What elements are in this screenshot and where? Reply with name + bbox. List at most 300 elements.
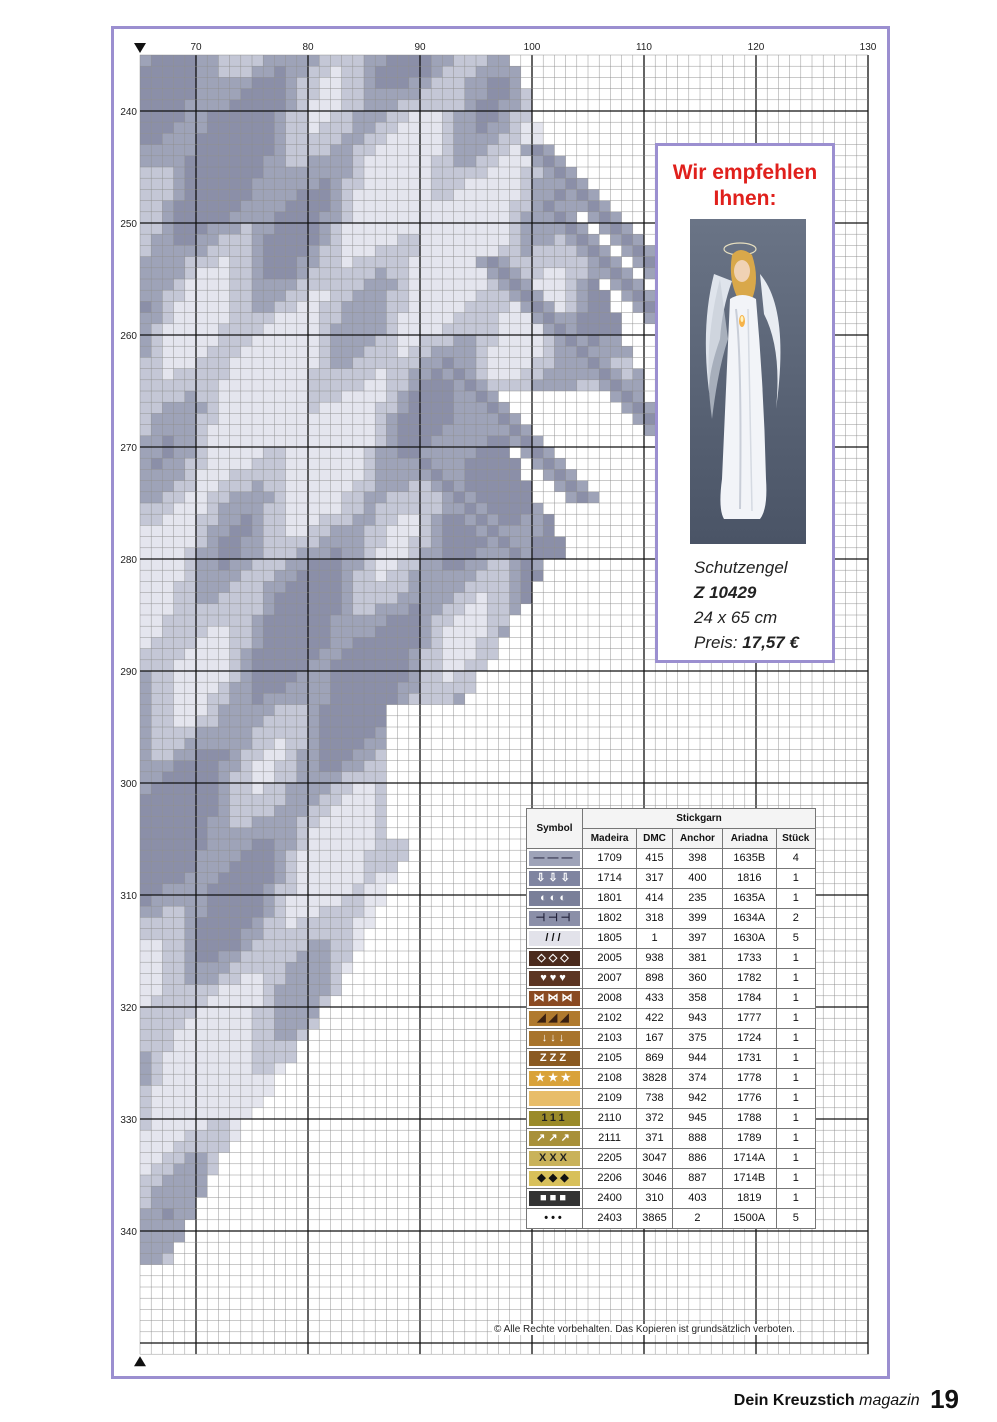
stitch-cell	[330, 122, 341, 133]
stitch-cell	[151, 313, 162, 324]
stitch-cell	[465, 279, 476, 290]
stitch-cell	[420, 335, 431, 346]
stitch-cell	[353, 716, 364, 727]
stitch-cell	[241, 996, 252, 1007]
stitch-cell	[353, 324, 364, 335]
stitch-cell	[375, 805, 386, 816]
stitch-cell	[364, 906, 375, 917]
stitch-cell	[263, 481, 274, 492]
column-label: 70	[190, 42, 202, 53]
stitch-cell	[286, 1052, 297, 1063]
stitch-cell	[218, 1130, 229, 1141]
stitch-cell	[386, 481, 397, 492]
legend-cell-anchor: 381	[672, 948, 722, 968]
stitch-cell	[566, 346, 577, 357]
stitch-cell	[241, 436, 252, 447]
stitch-cell	[375, 660, 386, 671]
stitch-cell	[218, 89, 229, 100]
stitch-cell	[274, 245, 285, 256]
stitch-cell	[174, 503, 185, 514]
stitch-cell	[476, 537, 487, 548]
stitch-cell	[454, 447, 465, 458]
stitch-cell	[140, 1108, 151, 1119]
stitch-cell	[207, 783, 218, 794]
stitch-cell	[342, 413, 353, 424]
stitch-cell	[162, 357, 173, 368]
stitch-cell	[319, 145, 330, 156]
stitch-cell	[431, 234, 442, 245]
stitch-cell	[487, 391, 498, 402]
stitch-cell	[252, 111, 263, 122]
stitch-cell	[442, 156, 453, 167]
stitch-cell	[286, 940, 297, 951]
stitch-cell	[297, 111, 308, 122]
stitch-cell	[196, 425, 207, 436]
stitch-cell	[162, 973, 173, 984]
stitch-cell	[218, 1085, 229, 1096]
stitch-cell	[185, 861, 196, 872]
stitch-cell	[196, 850, 207, 861]
stitch-cell	[252, 929, 263, 940]
stitch-cell	[543, 189, 554, 200]
stitch-cell	[185, 100, 196, 111]
stitch-cell	[420, 481, 431, 492]
stitch-cell	[566, 290, 577, 301]
stitch-cell	[442, 234, 453, 245]
stitch-cell	[252, 839, 263, 850]
stitch-cell	[476, 581, 487, 592]
stitch-cell	[431, 66, 442, 77]
stitch-cell	[252, 772, 263, 783]
stitch-cell	[353, 761, 364, 772]
stitch-cell	[230, 593, 241, 604]
stitch-cell	[241, 1108, 252, 1119]
stitch-cell	[577, 324, 588, 335]
stitch-cell	[297, 380, 308, 391]
stitch-cell	[162, 346, 173, 357]
stitch-cell	[241, 537, 252, 548]
stitch-cell	[252, 985, 263, 996]
stitch-cell	[196, 649, 207, 660]
stitch-cell	[442, 189, 453, 200]
stitch-cell	[454, 156, 465, 167]
stitch-cell	[375, 783, 386, 794]
stitch-cell	[364, 122, 375, 133]
stitch-cell	[162, 223, 173, 234]
stitch-cell	[454, 257, 465, 268]
stitch-cell	[364, 469, 375, 480]
stitch-cell	[487, 268, 498, 279]
stitch-cell	[375, 749, 386, 760]
stitch-cell	[353, 369, 364, 380]
stitch-cell	[543, 346, 554, 357]
stitch-cell	[241, 122, 252, 133]
stitch-cell	[230, 335, 241, 346]
stitch-cell	[274, 604, 285, 615]
stitch-cell	[286, 929, 297, 940]
stitch-cell	[230, 369, 241, 380]
stitch-cell	[174, 268, 185, 279]
stitch-cell	[319, 716, 330, 727]
stitch-cell	[263, 425, 274, 436]
stitch-cell	[577, 268, 588, 279]
stitch-cell	[185, 649, 196, 660]
stitch-cell	[566, 357, 577, 368]
stitch-cell	[330, 973, 341, 984]
stitch-cell	[364, 649, 375, 660]
stitch-cell	[151, 492, 162, 503]
stitch-cell	[207, 1108, 218, 1119]
stitch-cell	[263, 593, 274, 604]
stitch-cell	[151, 223, 162, 234]
legend-cell-madeira: 2108	[583, 1068, 637, 1088]
stitch-cell	[465, 581, 476, 592]
stitch-cell	[252, 738, 263, 749]
stitch-cell	[230, 537, 241, 548]
stitch-cell	[644, 245, 655, 256]
legend-column-header: Stück	[776, 828, 815, 848]
stitch-cell	[174, 55, 185, 66]
stitch-cell	[319, 189, 330, 200]
stitch-cell	[274, 447, 285, 458]
stitch-cell	[386, 301, 397, 312]
stitch-cell	[353, 929, 364, 940]
stitch-cell	[151, 962, 162, 973]
stitch-cell	[588, 279, 599, 290]
stitch-cell	[431, 201, 442, 212]
stitch-cell	[151, 973, 162, 984]
stitch-cell	[185, 156, 196, 167]
stitch-cell	[532, 313, 543, 324]
legend-symbol-cell	[527, 908, 583, 928]
stitch-cell	[241, 167, 252, 178]
stitch-cell	[286, 1041, 297, 1052]
stitch-cell	[196, 1119, 207, 1130]
stitch-cell	[207, 89, 218, 100]
stitch-cell	[252, 626, 263, 637]
stitch-cell	[364, 111, 375, 122]
stitch-cell	[297, 929, 308, 940]
stitch-cell	[342, 189, 353, 200]
stitch-cell	[319, 861, 330, 872]
stitch-cell	[185, 178, 196, 189]
legend-symbol: ◢◢◢	[529, 1011, 580, 1026]
stitch-cell	[510, 122, 521, 133]
stitch-cell	[454, 301, 465, 312]
stitch-cell	[420, 649, 431, 660]
stitch-cell	[431, 324, 442, 335]
stitch-cell	[566, 335, 577, 346]
stitch-cell	[241, 761, 252, 772]
stitch-cell	[353, 940, 364, 951]
stitch-cell	[330, 492, 341, 503]
stitch-cell	[140, 469, 151, 480]
stitch-cell	[286, 727, 297, 738]
stitch-cell	[207, 615, 218, 626]
stitch-cell	[207, 604, 218, 615]
stitch-cell	[465, 324, 476, 335]
stitch-cell	[543, 537, 554, 548]
stitch-cell	[151, 626, 162, 637]
stitch-cell	[151, 279, 162, 290]
legend-cell-dmc: 869	[637, 1048, 673, 1068]
stitch-cell	[286, 268, 297, 279]
stitch-cell	[442, 514, 453, 525]
stitch-cell	[420, 380, 431, 391]
stitch-cell	[230, 525, 241, 536]
stitch-cell	[207, 156, 218, 167]
stitch-cell	[386, 167, 397, 178]
stitch-cell	[342, 55, 353, 66]
stitch-cell	[353, 884, 364, 895]
stitch-cell	[342, 335, 353, 346]
angel-painting-image[interactable]	[690, 219, 806, 544]
stitch-cell	[174, 189, 185, 200]
stitch-cell	[185, 469, 196, 480]
stitch-cell	[342, 122, 353, 133]
stitch-cell	[162, 111, 173, 122]
stitch-cell	[297, 245, 308, 256]
legend-cell-dmc: 318	[637, 908, 673, 928]
stitch-cell	[162, 996, 173, 1007]
stitch-cell	[342, 503, 353, 514]
stitch-cell	[252, 234, 263, 245]
stitch-cell	[174, 380, 185, 391]
stitch-cell	[140, 178, 151, 189]
stitch-cell	[442, 279, 453, 290]
stitch-cell	[162, 1119, 173, 1130]
stitch-cell	[297, 985, 308, 996]
stitch-cell	[431, 402, 442, 413]
stitch-cell	[140, 223, 151, 234]
legend-cell-dmc: 433	[637, 988, 673, 1008]
stitch-cell	[241, 895, 252, 906]
stitch-cell	[342, 167, 353, 178]
stitch-cell	[375, 201, 386, 212]
stitch-cell	[151, 1007, 162, 1018]
stitch-cell	[532, 570, 543, 581]
stitch-cell	[353, 604, 364, 615]
stitch-cell	[398, 559, 409, 570]
stitch-cell	[487, 122, 498, 133]
stitch-cell	[207, 884, 218, 895]
stitch-cell	[431, 436, 442, 447]
stitch-cell	[308, 996, 319, 1007]
stitch-cell	[375, 245, 386, 256]
stitch-cell	[174, 1197, 185, 1208]
stitch-cell	[297, 693, 308, 704]
stitch-cell	[252, 133, 263, 144]
product-size: 24 x 65 cm	[694, 608, 778, 627]
stitch-cell	[263, 436, 274, 447]
stitch-cell	[151, 1119, 162, 1130]
stitch-cell	[252, 884, 263, 895]
stitch-cell	[386, 133, 397, 144]
stitch-cell	[342, 402, 353, 413]
stitch-cell	[241, 313, 252, 324]
stitch-cell	[297, 1029, 308, 1040]
stitch-cell	[140, 660, 151, 671]
stitch-cell	[465, 301, 476, 312]
stitch-cell	[353, 570, 364, 581]
stitch-cell	[465, 570, 476, 581]
stitch-cell	[554, 346, 565, 357]
stitch-cell	[230, 1097, 241, 1108]
stitch-cell	[151, 615, 162, 626]
stitch-cell	[364, 413, 375, 424]
thread-legend-table	[526, 808, 816, 1229]
stitch-cell	[252, 1074, 263, 1085]
stitch-cell	[375, 66, 386, 77]
stitch-cell	[218, 783, 229, 794]
stitch-cell	[218, 671, 229, 682]
stitch-cell	[185, 1007, 196, 1018]
stitch-cell	[476, 469, 487, 480]
stitch-cell	[476, 111, 487, 122]
stitch-cell	[330, 637, 341, 648]
stitch-cell	[476, 391, 487, 402]
stitch-cell	[465, 77, 476, 88]
stitch-cell	[364, 593, 375, 604]
stitch-cell	[319, 212, 330, 223]
stitch-cell	[498, 313, 509, 324]
stitch-cell	[274, 761, 285, 772]
stitch-cell	[151, 436, 162, 447]
stitch-cell	[174, 1186, 185, 1197]
stitch-cell	[431, 133, 442, 144]
stitch-cell	[442, 257, 453, 268]
stitch-cell	[375, 861, 386, 872]
stitch-cell	[487, 537, 498, 548]
stitch-cell	[151, 604, 162, 615]
stitch-cell	[274, 615, 285, 626]
stitch-cell	[162, 1074, 173, 1085]
stitch-cell	[454, 693, 465, 704]
stitch-cell	[230, 772, 241, 783]
stitch-cell	[308, 637, 319, 648]
stitch-cell	[286, 761, 297, 772]
stitch-cell	[151, 1197, 162, 1208]
stitch-cell	[207, 682, 218, 693]
stitch-cell	[398, 581, 409, 592]
stitch-cell	[196, 503, 207, 514]
stitch-cell	[230, 660, 241, 671]
stitch-cell	[241, 1029, 252, 1040]
stitch-cell	[498, 133, 509, 144]
stitch-cell	[185, 212, 196, 223]
stitch-cell	[196, 346, 207, 357]
stitch-cell	[151, 581, 162, 592]
stitch-cell	[162, 77, 173, 88]
stitch-cell	[364, 917, 375, 928]
stitch-cell	[510, 167, 521, 178]
stitch-cell	[465, 223, 476, 234]
stitch-cell	[409, 503, 420, 514]
stitch-cell	[207, 962, 218, 973]
stitch-cell	[196, 1130, 207, 1141]
stitch-cell	[521, 189, 532, 200]
stitch-cell	[364, 178, 375, 189]
stitch-cell	[364, 873, 375, 884]
stitch-cell	[252, 1029, 263, 1040]
stitch-cell	[140, 861, 151, 872]
stitch-cell	[442, 391, 453, 402]
stitch-cell	[185, 122, 196, 133]
stitch-cell	[498, 301, 509, 312]
stitch-cell	[174, 335, 185, 346]
stitch-cell	[297, 738, 308, 749]
stitch-cell	[286, 525, 297, 536]
stitch-cell	[286, 369, 297, 380]
stitch-cell	[487, 145, 498, 156]
stitch-cell	[185, 324, 196, 335]
magazine-name: Dein Kreuzstich	[733, 1392, 855, 1409]
stitch-cell	[140, 301, 151, 312]
stitch-cell	[263, 301, 274, 312]
stitch-cell	[532, 290, 543, 301]
stitch-cell	[252, 1085, 263, 1096]
stitch-cell	[409, 212, 420, 223]
stitch-cell	[431, 369, 442, 380]
stitch-cell	[465, 369, 476, 380]
stitch-cell	[162, 514, 173, 525]
stitch-cell	[207, 772, 218, 783]
stitch-cell	[151, 906, 162, 917]
stitch-cell	[297, 660, 308, 671]
stitch-cell	[252, 122, 263, 133]
stitch-cell	[431, 257, 442, 268]
stitch-cell	[364, 245, 375, 256]
stitch-cell	[207, 514, 218, 525]
legend-cell-dmc: 310	[637, 1188, 673, 1208]
stitch-cell	[330, 727, 341, 738]
stitch-cell	[487, 66, 498, 77]
stitch-cell	[588, 201, 599, 212]
stitch-cell	[319, 850, 330, 861]
stitch-cell	[286, 201, 297, 212]
stitch-cell	[476, 89, 487, 100]
stitch-cell	[330, 324, 341, 335]
legend-symbol: ———	[529, 851, 580, 866]
stitch-cell	[420, 693, 431, 704]
stitch-cell	[588, 492, 599, 503]
stitch-cell	[218, 133, 229, 144]
stitch-cell	[330, 895, 341, 906]
stitch-cell	[420, 77, 431, 88]
stitch-cell	[207, 1063, 218, 1074]
stitch-cell	[554, 458, 565, 469]
stitch-cell	[241, 637, 252, 648]
stitch-cell	[218, 503, 229, 514]
column-label: 120	[747, 42, 765, 53]
stitch-cell	[319, 458, 330, 469]
stitch-cell	[230, 884, 241, 895]
stitch-cell	[162, 884, 173, 895]
stitch-cell	[252, 861, 263, 872]
stitch-cell	[487, 481, 498, 492]
stitch-cell	[375, 234, 386, 245]
stitch-cell	[151, 380, 162, 391]
legend-symbol: ■■■	[529, 1191, 580, 1206]
stitch-cell	[476, 234, 487, 245]
stitch-cell	[577, 357, 588, 368]
stitch-cell	[487, 357, 498, 368]
stitch-cell	[409, 313, 420, 324]
stitch-cell	[241, 357, 252, 368]
stitch-cell	[151, 178, 162, 189]
legend-cell-dmc: 415	[637, 848, 673, 868]
stitch-cell	[319, 940, 330, 951]
